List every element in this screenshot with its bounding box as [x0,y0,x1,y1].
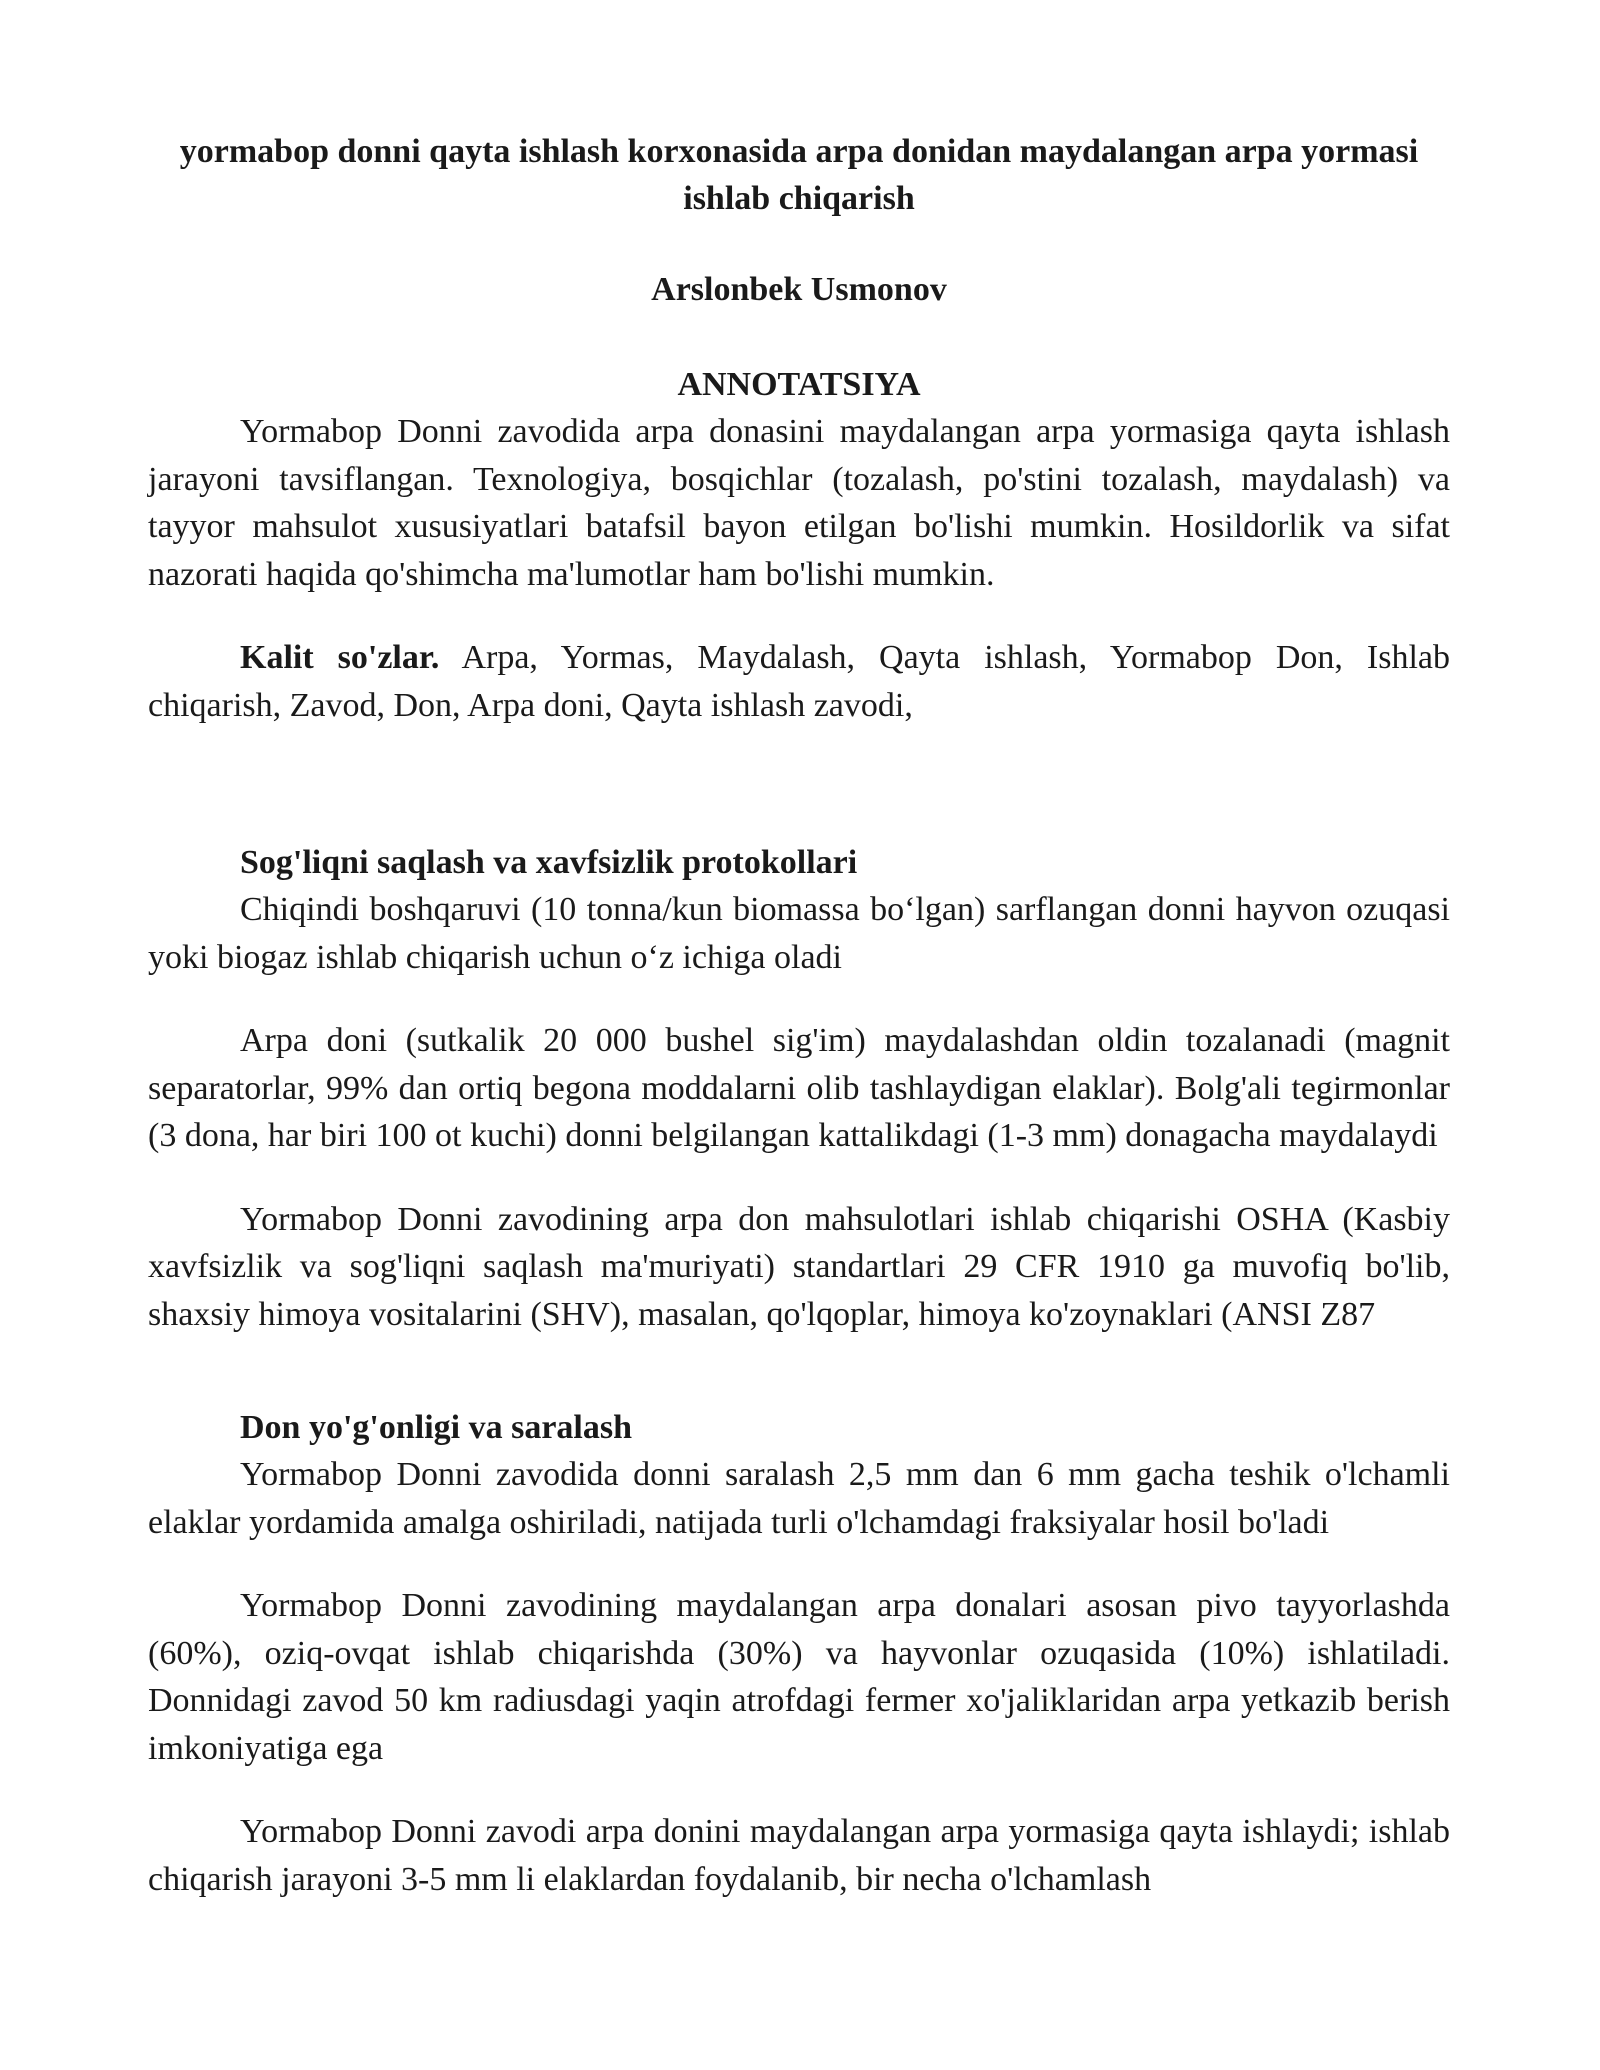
keywords-label: Kalit so'zlar. [240,639,440,676]
section-paragraph: Yormabop Donni zavodi arpa donini maydalangan arpa yormasiga qayta ishlaydi; ishlab chiqarish jarayoni 3-5 mm li elaklardan foydalanib, bir necha o'lchamlash [148,1813,1450,1898]
section-heading-sorting: Don yo'g'onligi va saralash [240,1409,633,1446]
section-paragraph: Yormabop Donni zavodida donni saralash 2,5 mm dan 6 mm gacha teshik o'lchamli elaklar yordamida amalga oshiriladi, natijada turli o'lchamdagi fraksiyalar hosil bo'ladi [148,1456,1450,1541]
spacer [148,1338,1450,1404]
spacer [148,729,1450,839]
section-heading-safety: Sog'liqni saqlash va xavfsizlik protokollari [240,844,858,881]
annotation-heading: ANNOTATSIYA [677,366,921,403]
section-paragraph: Arpa doni (sutkalik 20 000 bushel sig'im) maydalashdan oldin tozalanadi (magnit separatorlar, 99% dan ortiq begona moddalarni olib tashlaydigan elaklar). Bolg'ali tegirmonlar (3 dona, har biri 100 ot kuchi) donni belgilangan kattalikdagi (1-3 mm) donagacha maydalaydi [148,1022,1450,1154]
document-page [148,128,1450,1903]
keywords-paragraph [148,634,1450,729]
section-paragraph: Yormabop Donni zavodining maydalangan arpa donalari asosan pivo tayyorlashda (60%), oziq-ovqat ishlab chiqarishda (30%) va hayvonlar ozuqasida (10%) ishlatiladi. Donnidagi zavod 50 km radiusdagi yaqin atrofdagi fermer xo'jaliklaridan arpa yetkazib berish imkoniyatiga ega [148,1587,1450,1767]
keywords-text: Arpa, Yormas, Maydalash, Qayta ishlash, Yormabop Don, Ishlab chiqarish, Zavod, Don, Arpa doni, Qayta ishlash zavodi, [148,639,1450,724]
annotation-text: Yormabop Donni zavodida arpa donasini maydalangan arpa yormasiga qayta ishlash jarayoni tavsiflangan. Texnologiya, bosqichlar (tozalash, po'stini tozalash, maydalash) va tayyor mahsulot xususiyatlari batafsil bayon etilgan bo'lishi mumkin. Hosildorlik va sifat nazorati haqida qo'shimcha ma'lumotlar ham bo'lishi mumkin. [148,413,1450,593]
author-name: Arslonbek Usmonov [651,271,947,308]
section-paragraph: Chiqindi boshqaruvi (10 tonna/kun biomassa bo‘lgan) sarflangan donni hayvon ozuqasi yoki biogaz ishlab chiqarish uchun o‘z ichiga oladi [148,891,1450,976]
document-title: yormabop donni qayta ishlash korxonasida arpa donidan maydalangan arpa yormasi ishlab chiqarish [179,133,1419,217]
section-paragraph: Yormabop Donni zavodining arpa don mahsulotlari ishlab chiqarishi OSHA (Kasbiy xavfsizlik va sog'liqni saqlash ma'muriyati) standartlari 29 CFR 1910 ga muvofiq bo'lib, shaxsiy himoya vositalarini (SHV), masalan, qo'lqoplar, himoya ko'zoynaklari (ANSI Z87 [148,1200,1450,1333]
